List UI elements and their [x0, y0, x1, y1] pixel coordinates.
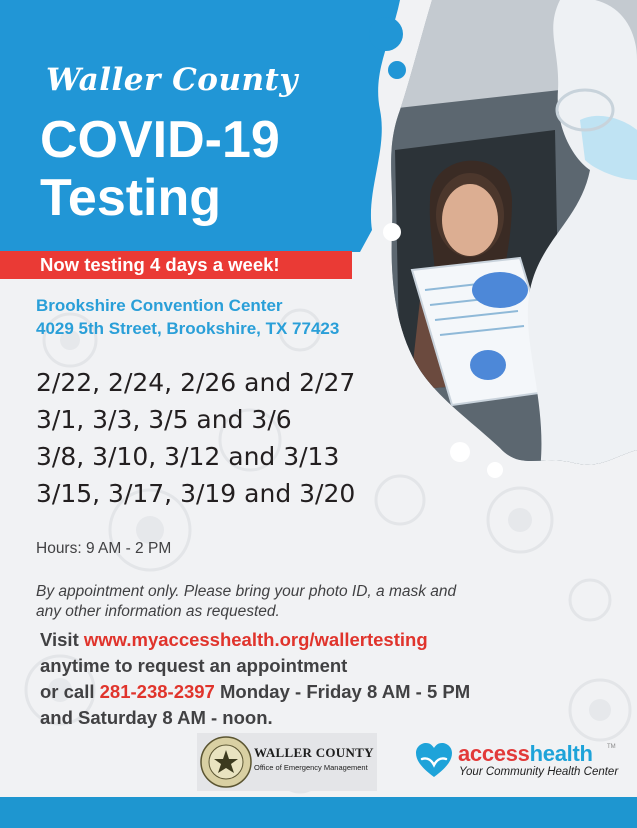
contact-block — [40, 627, 470, 731]
waller-county-name: WALLER COUNTY — [254, 745, 374, 760]
trademark-mark: TM — [607, 744, 616, 750]
visit-label: Visit — [40, 629, 79, 650]
phone-number-link[interactable]: 281-238-2397 — [99, 681, 215, 702]
date-line: 3/8, 3/10, 3/12 and 3/13 — [36, 442, 340, 471]
call-label: or call — [40, 681, 95, 702]
date-line: 3/1, 3/3, 3/5 and 3/6 — [36, 405, 292, 434]
appointment-note — [36, 582, 456, 622]
waller-county-subtitle: Office of Emergency Management — [254, 763, 368, 772]
appointment-line: By appointment only. Please bring your photo ID, a mask and — [36, 583, 457, 600]
saturday-hours: and Saturday 8 AM - noon. — [40, 707, 273, 728]
visit-line — [40, 627, 470, 653]
accesshealth-tagline: Your Community Health Center — [459, 766, 619, 778]
footer-bar — [0, 797, 637, 828]
request-line: anytime to request an appointment — [40, 655, 348, 676]
hours-text: Hours: 9 AM - 2 PM — [36, 540, 172, 557]
venue-name: Brookshire Convention Center — [36, 296, 283, 315]
covid-title: COVID-19 — [40, 111, 280, 169]
call-line — [40, 679, 470, 705]
weekday-hours: Monday - Friday 8 AM - 5 PM — [220, 681, 471, 702]
venue-block — [36, 294, 339, 340]
testing-url-link[interactable]: www.myaccesshealth.org/wallertesting — [83, 629, 428, 650]
appointment-line: any other information as requested. — [36, 603, 280, 620]
accesshealth-part-access: access — [458, 741, 530, 766]
accesshealth-wordmark — [458, 741, 593, 767]
heart-hands-icon — [414, 741, 454, 781]
banner-text: Now testing 4 days a week! — [40, 254, 280, 275]
date-line: 3/15, 3/17, 3/19 and 3/20 — [36, 479, 356, 508]
accesshealth-part-health: health — [529, 741, 593, 766]
testing-title: Testing — [40, 169, 222, 227]
venue-address: 4029 5th Street, Brookshire, TX 77423 — [36, 319, 340, 338]
county-title: Waller County — [46, 62, 298, 98]
date-line: 2/22, 2/24, 2/26 and 2/27 — [36, 368, 356, 397]
test-dates-list — [36, 364, 355, 512]
texas-seal-icon — [200, 736, 252, 788]
